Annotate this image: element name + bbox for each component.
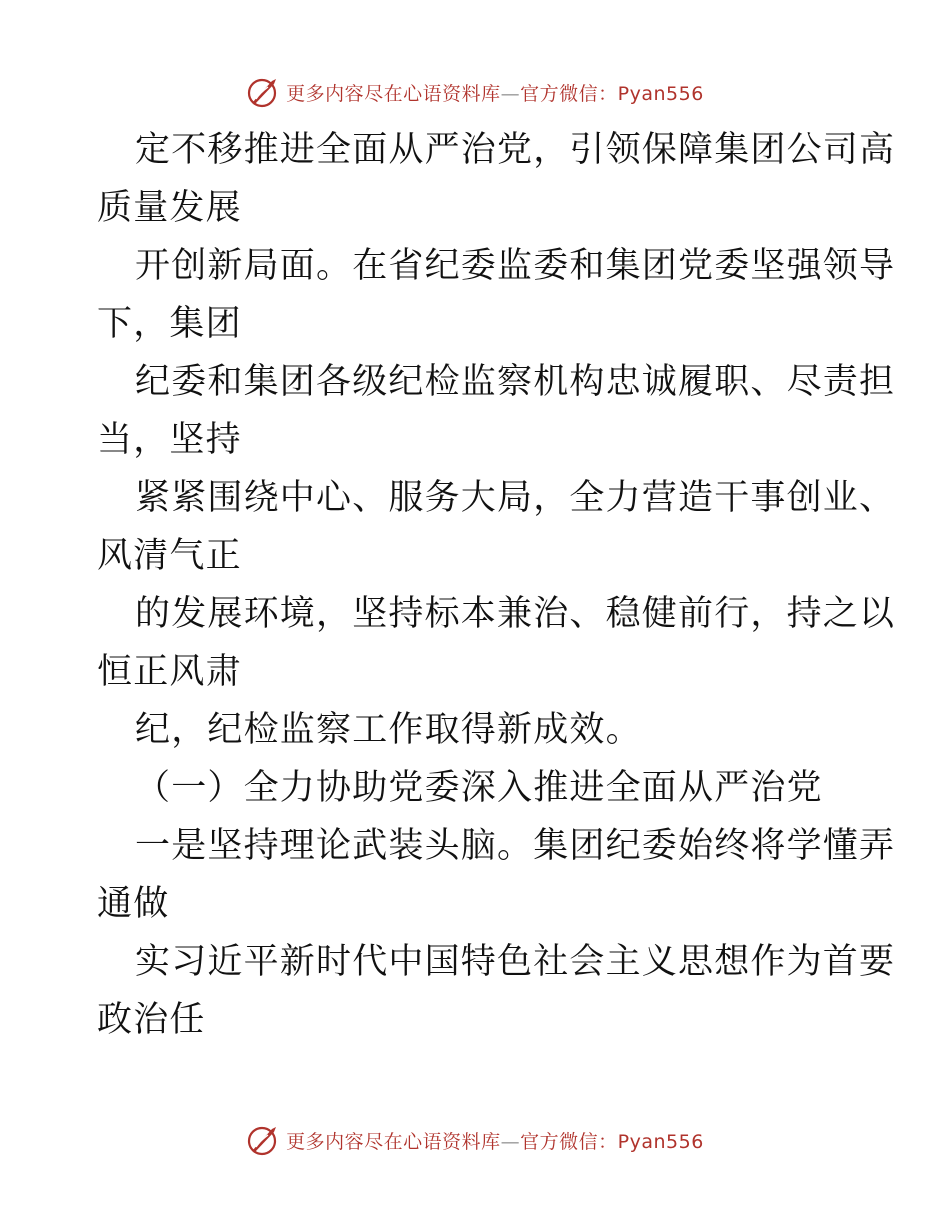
paragraph-line: 开创新局面。在省纪委监委和集团党委坚强领导: [135, 246, 896, 286]
paragraph-line: 通做: [97, 884, 170, 924]
paragraph-line: 实习近平新时代中国特色社会主义思想作为首要: [135, 942, 896, 982]
paragraph-line: 一是坚持理论武装头脑。集团纪委始终将学懂弄: [135, 826, 896, 866]
document-body: [97, 121, 896, 1049]
quill-pen-logo-icon: [246, 1123, 280, 1157]
paragraph-line: 纪委和集团各级纪检监察机构忠诚履职、尽责担: [135, 362, 896, 402]
paragraph-line: 紧紧围绕中心、服务大局，全力营造干事创业、: [135, 478, 896, 518]
quill-pen-logo-icon: [246, 75, 280, 109]
paragraph-line: 质量发展: [97, 188, 242, 228]
header-watermark: [0, 72, 950, 112]
paragraph-line: 定不移推进全面从严治党，引领保障集团公司高: [135, 130, 896, 170]
paragraph-line: 的发展环境，坚持标本兼治、稳健前行，持之以: [135, 594, 896, 634]
footer-watermark: [0, 1120, 950, 1160]
paragraph-line: 风清气正: [97, 536, 242, 576]
paragraph-line: 政治任: [97, 1000, 206, 1040]
paragraph-line: 恒正风肃: [97, 652, 242, 692]
watermark-text: 更多内容尽在心语资料库—官方微信：Pyan556: [286, 82, 704, 105]
paragraph-line: 纪，纪检监察工作取得新成效。: [135, 710, 642, 750]
watermark-text: 更多内容尽在心语资料库—官方微信：Pyan556: [286, 1130, 704, 1153]
section-heading: （一）全力协助党委深入推进全面从严治党: [135, 768, 823, 808]
paragraph-line: 当，坚持: [97, 420, 242, 460]
paragraph-line: 下，集团: [97, 304, 242, 344]
